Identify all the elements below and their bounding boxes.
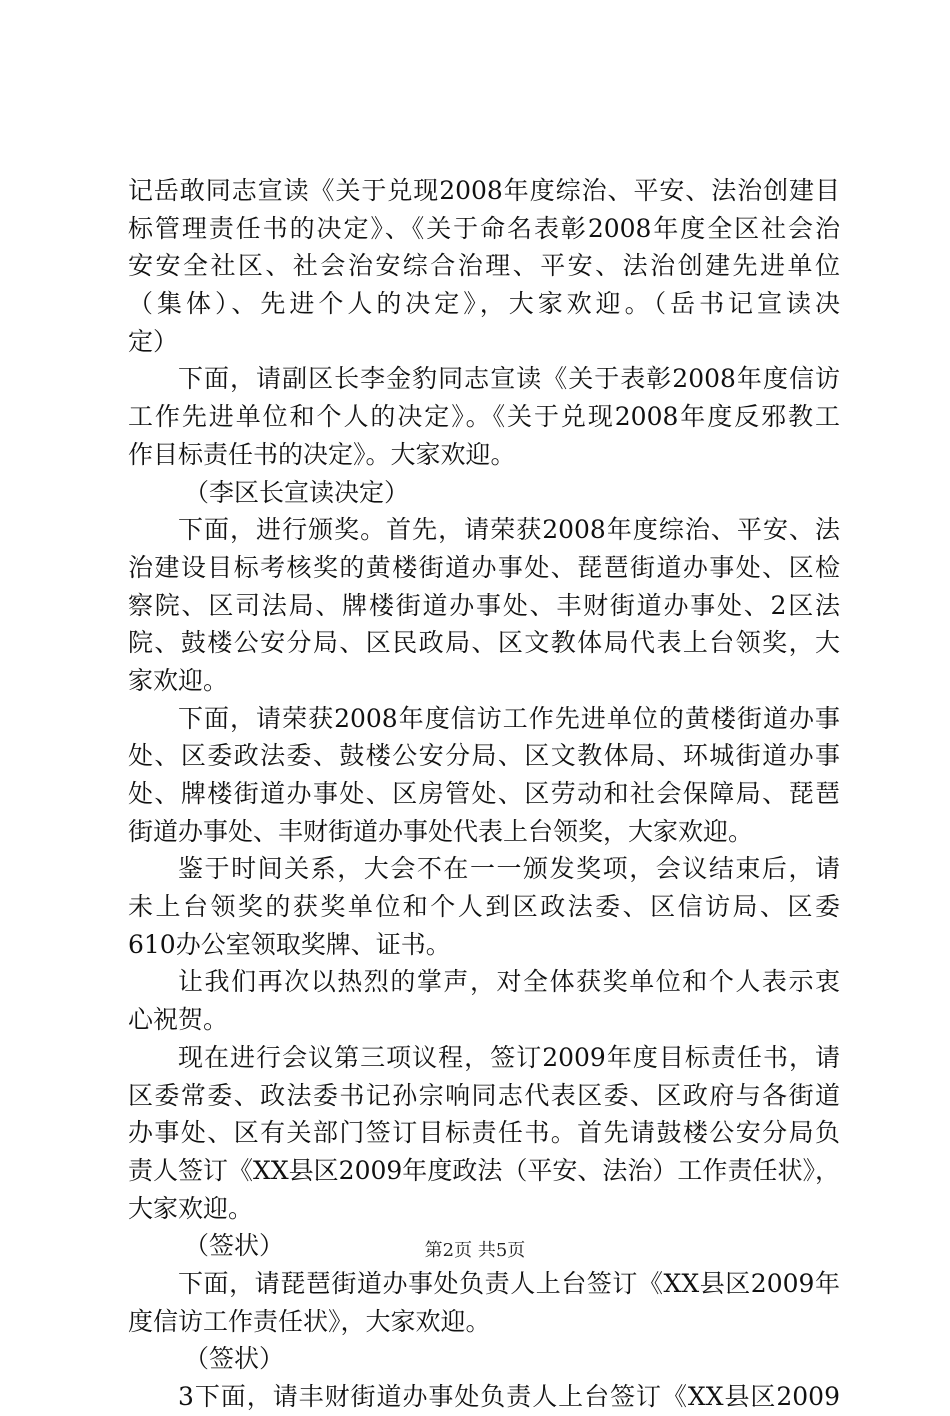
text-line: 标管理责任书的决定》、《关于命名表彰2008年度全区社会治 [128, 213, 840, 243]
text-line: 让我们再次以热烈的掌声，对全体获奖单位和个人表示衷 [178, 967, 840, 997]
text-line: 作目标责任书的决定》。大家欢迎。 [128, 439, 516, 469]
text-line: 安安全社区、社会治安综合治理、平安、法治创建先进单位 [128, 251, 840, 281]
text-line: 心祝贺。 [128, 1005, 229, 1035]
text-line: 办事处、区有关部门签订目标责任书。首先请鼓楼公安分局负 [128, 1118, 840, 1148]
document-body [128, 172, 840, 1416]
text-line: 下面，请琵琶街道办事处负责人上台签订《XX县区2009年 [178, 1268, 840, 1298]
text-line: （集体）、先进个人的决定》，大家欢迎。（岳书记宣读决 [128, 289, 840, 319]
text-line: （签状） [184, 1344, 285, 1374]
text-line: 度信访工作责任状》，大家欢迎。 [128, 1306, 491, 1336]
text-line: 院、鼓楼公安分局、区民政局、区文教体局代表上台领奖，大 [128, 628, 840, 658]
text-line: 区委常委、政法委书记孙宗响同志代表区委、区政府与各街道 [128, 1080, 840, 1110]
text-line: 未上台领奖的获奖单位和个人到区政法委、区信访局、区委 [128, 892, 840, 922]
text-line: （李区长宣读决定） [184, 477, 410, 507]
text-line: 3下面，请丰财街道办事处负责人上台签订《XX县区2009 [178, 1382, 840, 1411]
text-line: 家欢迎。 [128, 665, 229, 695]
text-line: 大家欢迎。 [128, 1193, 254, 1223]
text-line: 察院、区司法局、牌楼街道办事处、丰财街道办事处、2区法 [128, 590, 840, 620]
text-line: 鉴于时间关系，大会不在一一颁发奖项，会议结束后，请 [178, 854, 840, 884]
text-line: 处、区委政法委、鼓楼公安分局、区文教体局、环城街道办事 [128, 741, 840, 771]
text-line: 现在进行会议第三项议程，签订2009年度目标责任书，请 [178, 1042, 840, 1072]
text-line: 610办公室领取奖牌、证书。 [128, 929, 451, 959]
text-line: 定） [128, 326, 179, 356]
text-line: 治建设目标考核奖的黄楼街道办事处、琵琶街道办事处、区检 [128, 552, 840, 582]
text-line: 工作先进单位和个人的决定》。《关于兑现2008年度反邪教工 [128, 402, 840, 432]
text-line: 下面，请副区长李金豹同志宣读《关于表彰2008年度信访 [178, 364, 840, 394]
text-line: （签状） [184, 1231, 285, 1261]
text-line: 记岳敢同志宣读《关于兑现2008年度综治、平安、法治创建目 [128, 176, 840, 205]
page-number-footer: 第2页 共5页 [424, 1240, 526, 1261]
text-line: 下面，请荣获2008年度信访工作先进单位的黄楼街道办事 [178, 703, 840, 733]
text-line: 处、牌楼街道办事处、区房管处、区劳动和社会保障局、琵琶 [128, 779, 840, 808]
text-line: 下面，进行颁奖。首先，请荣获2008年度综治、平安、法 [178, 515, 840, 545]
text-line: 责人签订《XX县区2009年度政法（平安、法治）工作责任状》， [128, 1155, 840, 1185]
text-line: 街道办事处、丰财街道办事处代表上台领奖，大家欢迎。 [128, 816, 754, 846]
